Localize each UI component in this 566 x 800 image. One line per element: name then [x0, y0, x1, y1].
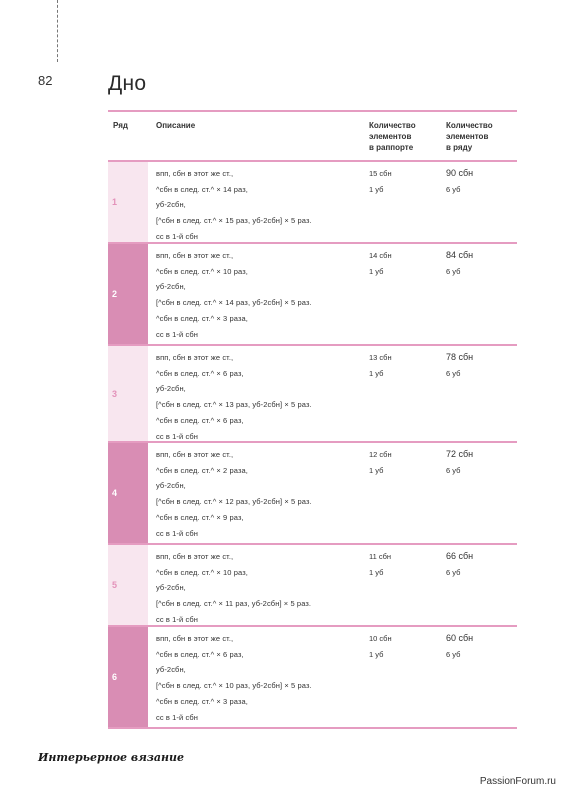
header-in-row: Количество элементов в ряду — [446, 121, 493, 152]
row-description: впп, сбн в этот же ст., ^сбн в след. ст.^ × 10 раз, уб-2сбн, [^сбн в след. ст.^ × 14 раз, уб-2сбн] × 5 раз. ^сбн в след. ст.^ × 3 раза, сс в 1-й сбн — [156, 251, 312, 339]
row-number: 1 — [108, 162, 148, 242]
row-rapport: 12 сбн 1 уб — [369, 450, 392, 475]
row-description: впп, сбн в этот же ст., ^сбн в след. ст.^ × 14 раз, уб-2сбн, [^сбн в след. ст.^ × 15 раз, уб-2сбн] × 5 раз. сс в 1-й сбн — [156, 169, 312, 241]
row-description: впп, сбн в этот же ст., ^сбн в след. ст.^ × 6 раз, уб-2сбн, [^сбн в след. ст.^ × 13 раз, уб-2сбн] × 5 раз. ^сбн в след. ст.^ × 6 раз, сс в 1-й сбн — [156, 353, 312, 441]
row-rapport: 15 сбн 1 уб — [369, 169, 392, 194]
row-total: 84 сбн 6 уб — [446, 250, 474, 276]
row-number: 3 — [108, 346, 148, 441]
table-row — [108, 443, 517, 545]
table-row — [108, 545, 517, 627]
row-rapport: 13 сбн 1 уб — [369, 353, 392, 378]
row-rapport: 14 сбн 1 уб — [369, 251, 392, 276]
header-rapport: Количество элементов в раппорте — [369, 121, 416, 152]
row-total: 60 сбн 6 уб — [446, 633, 474, 659]
table-row — [108, 627, 517, 729]
table-header — [108, 110, 517, 162]
row-rapport: 11 сбн 1 уб — [369, 552, 392, 577]
table-row — [108, 244, 517, 346]
table-row — [108, 346, 517, 443]
row-rapport: 10 сбн 1 уб — [369, 634, 392, 659]
watermark: PassionForum.ru — [479, 776, 556, 787]
row-number: 4 — [108, 443, 148, 543]
row-number: 6 — [108, 627, 148, 727]
header-description: Описание — [156, 121, 196, 130]
dashed-margin-line — [57, 0, 58, 62]
pattern-table — [108, 110, 517, 729]
header-row: Ряд — [113, 121, 128, 130]
table-row — [108, 162, 517, 244]
row-total: 66 сбн 6 уб — [446, 551, 474, 577]
row-number: 5 — [108, 545, 148, 625]
row-total: 78 сбн 6 уб — [446, 352, 474, 378]
page-title: Дно — [108, 72, 147, 95]
page-number: 82 — [38, 73, 53, 88]
book-title-footer: Интерьерное вязание — [38, 751, 185, 764]
row-number: 2 — [108, 244, 148, 344]
row-description: впп, сбн в этот же ст., ^сбн в след. ст.^ × 2 раза, уб-2сбн, [^сбн в след. ст.^ × 12 раз, уб-2сбн] × 5 раз. ^сбн в след. ст.^ × 9 раз, сс в 1-й сбн — [156, 450, 312, 538]
row-description: впп, сбн в этот же ст., ^сбн в след. ст.^ × 6 раз, уб-2сбн, [^сбн в след. ст.^ × 10 раз, уб-2сбн] × 5 раз. ^сбн в след. ст.^ × 3 раза, сс в 1-й сбн — [156, 634, 312, 722]
row-total: 90 сбн 6 уб — [446, 168, 474, 194]
row-total: 72 сбн 6 уб — [446, 449, 474, 475]
row-description: впп, сбн в этот же ст., ^сбн в след. ст.^ × 10 раз, уб-2сбн, [^сбн в след. ст.^ × 11 раз, уб-2сбн] × 5 раз. сс в 1-й сбн — [156, 552, 312, 624]
